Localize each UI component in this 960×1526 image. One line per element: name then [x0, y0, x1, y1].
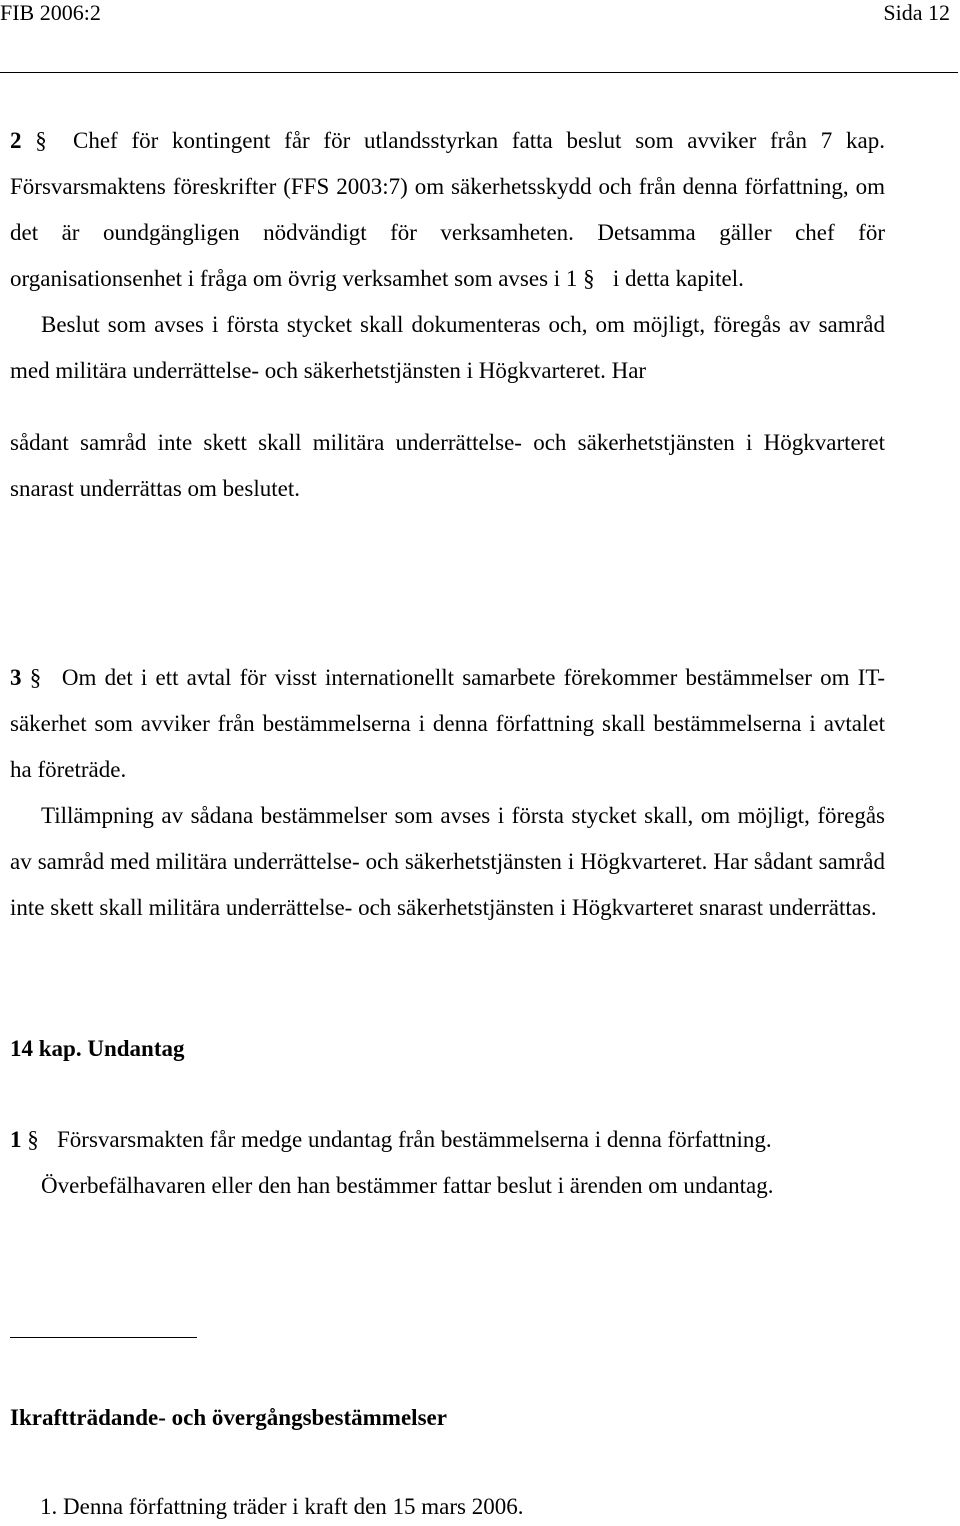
section-number: 2: [10, 128, 22, 153]
transition-heading: Ikraftträdande- och övergångsbestämmelser: [10, 1405, 447, 1430]
section-number: 1: [10, 1127, 22, 1152]
section-number: 3: [10, 665, 22, 690]
section-3-paragraph-2: Tillämpning av sådana bestämmelser som avses i första stycket skall, om möjligt, föregås av samråd med militära underrättelse- och säkerhetstjänsten i Högkvarteret. Har sådant samråd inte skett skall militära underrättelse- och säkerhetstjänsten i Högkvarteret snarast underrättas.: [10, 803, 885, 920]
section-1-paragraph-1: [10, 1117, 885, 1163]
paragraph-text: i detta kapitel.: [612, 266, 744, 291]
section-sign: §: [29, 665, 42, 690]
section-sign: §: [583, 266, 595, 291]
paragraph-text: Försvarsmakten får medge undantag från bestämmelserna i denna författning.: [57, 1127, 772, 1152]
section-sign: §: [27, 1127, 39, 1152]
transition-item-1: 1. Denna författning träder i kraft den 15 mars 2006.: [40, 1494, 524, 1519]
section-2-paragraph-2: Beslut som avses i första stycket skall dokumenteras och, om möjligt, föregås av samråd med militära underrättelse- och säkerhetstjänsten i Högkvarteret. Har: [10, 312, 885, 383]
page-number: Sida 12: [883, 0, 950, 25]
chapter-heading: [10, 1035, 185, 1063]
section-3-paragraph-1: [10, 655, 885, 793]
section-1-paragraph-2: Överbefälhavaren eller den han bestämmer fattar beslut i ärenden om undantag.: [41, 1173, 774, 1198]
header-rule: [0, 72, 958, 73]
chapter-title: Undantag: [87, 1036, 185, 1061]
paragraph-text: Chef för kontingent får för utlandsstyrkan fatta beslut som avviker från 7 kap. Försvarsmaktens föreskrifter (FFS 2003:7) om säkerhetsskydd och från denna författning, om det är oundgängligen nödvändigt för verksamheten. Detsamma gäller chef för organisationsenhet i fråga om övrig verksamhet som avses i 1: [10, 128, 885, 291]
paragraph-text: Om det i ett avtal för visst internationellt samarbete förekommer bestämmelser om IT-säkerhet som avviker från bestämmelserna i denna författning skall bestämmelserna i avtalet ha företräde.: [10, 665, 885, 782]
section-sign: §: [35, 128, 47, 153]
section-2: [10, 118, 885, 512]
section-2-paragraph-1: [10, 118, 885, 302]
section-2-paragraph-3: sådant samråd inte skett skall militära underrättelse- och säkerhetstjänsten i Högkvarteret snarast underrättas om beslutet.: [10, 430, 885, 501]
separator-rule: [10, 1337, 197, 1338]
document-id: FIB 2006:2: [0, 0, 101, 25]
section-3: [10, 655, 885, 931]
section-1: [10, 1117, 885, 1209]
chapter-label: 14 kap.: [10, 1036, 82, 1061]
